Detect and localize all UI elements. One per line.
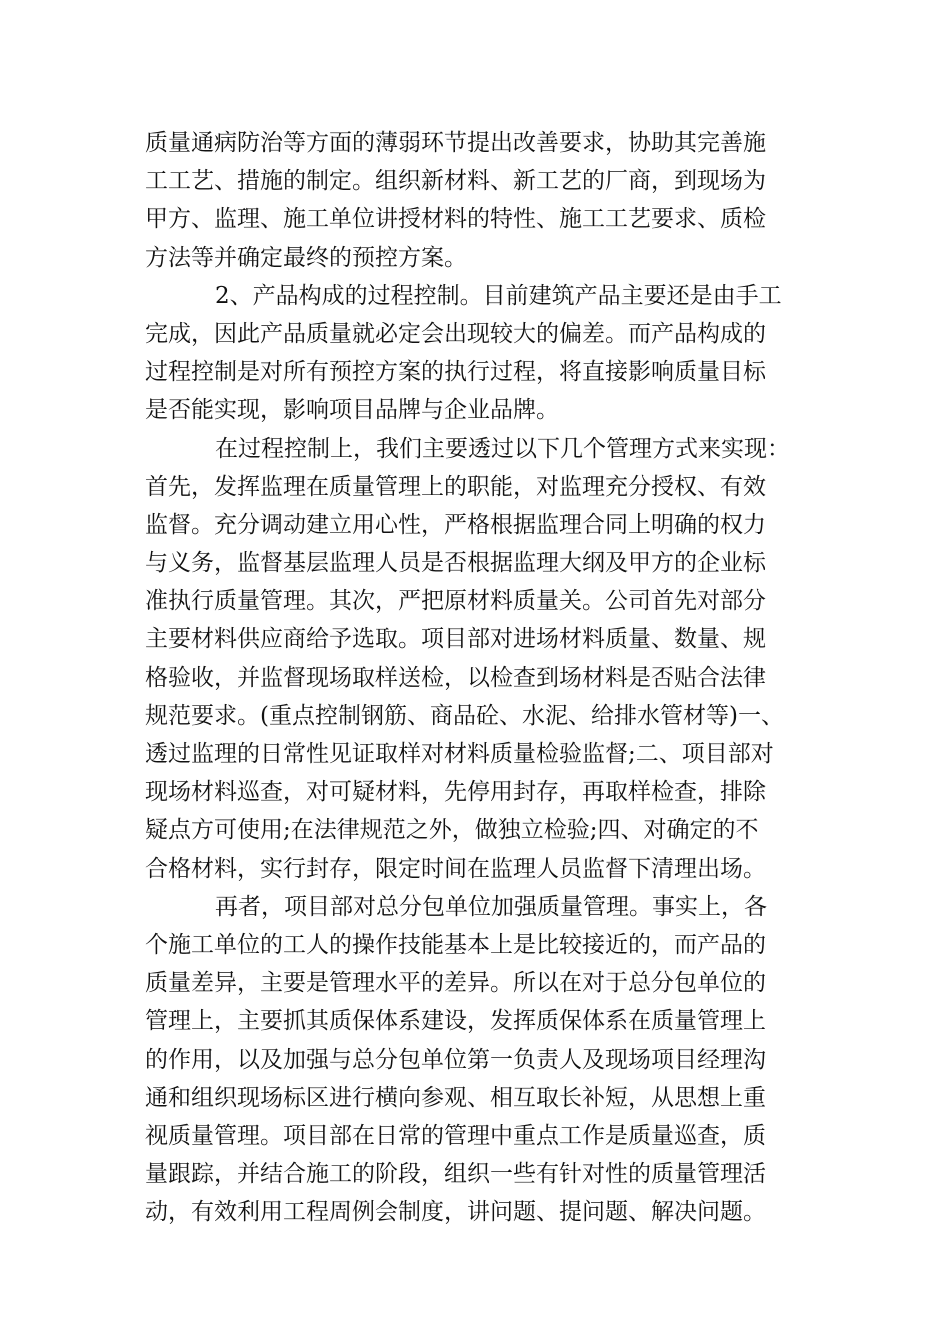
text-line: 完成，因此产品质量就必定会出现较大的偏差。而产品构成的 xyxy=(145,320,766,347)
text-line: 个施工单位的工人的操作技能基本上是比较接近的，而产品的 xyxy=(145,931,766,958)
paragraph-start-line: 在过程控制上，我们主要透过以下几个管理方式来实现： xyxy=(215,435,790,462)
text-line: 管理上，主要抓其质保体系建设，发挥质保体系在质量管理上 xyxy=(145,1008,766,1035)
text-line: 质量差异，主要是管理水平的差异。所以在对于总分包单位的 xyxy=(145,970,766,997)
text-line: 量跟踪，并结合施工的阶段，组织一些有针对性的质量管理活 xyxy=(145,1161,766,1188)
text-line: 动，有效利用工程周例会制度，讲问题、提问题、解决问题。 xyxy=(145,1199,766,1226)
text-line: 准执行质量管理。其次，严把原材料质量关。公司首先对部分 xyxy=(145,588,766,615)
paragraph-start-line: 2、产品构成的过程控制。目前建筑产品主要还是由手工 xyxy=(215,282,782,309)
text-line: 通和组织现场标区进行横向参观、相互取长补短，从思想上重 xyxy=(145,1084,766,1111)
text-line: 首先，发挥监理在质量管理上的职能，对监理充分授权、有效 xyxy=(145,473,766,500)
text-line: 监督。充分调动建立用心性，严格根据监理合同上明确的权力 xyxy=(145,511,766,538)
text-line: 合格材料，实行封存，限定时间在监理人员监督下清理出场。 xyxy=(145,855,766,882)
text-line: 主要材料供应商给予选取。项目部对进场材料质量、数量、规 xyxy=(145,626,766,653)
text-line: 现场材料巡查，对可疑材料，先停用封存，再取样检查，排除 xyxy=(145,779,766,806)
text-line: 视质量管理。项目部在日常的管理中重点工作是质量巡查，质 xyxy=(145,1122,766,1149)
text-line: 甲方、监理、施工单位讲授材料的特性、施工工艺要求、质检 xyxy=(145,206,766,233)
text-line: 方法等并确定最终的预控方案。 xyxy=(145,244,467,271)
text-line: 过程控制是对所有预控方案的执行过程，将直接影响质量目标 xyxy=(145,359,766,386)
body-text xyxy=(145,124,805,1231)
text-line: 是否能实现，影响项目品牌与企业品牌。 xyxy=(145,397,559,424)
paragraph-start-line: 再者，项目部对总分包单位加强质量管理。事实上，各 xyxy=(215,893,767,920)
text-line: 的作用，以及加强与总分包单位第一负责人及现场项目经理沟 xyxy=(145,1046,766,1073)
text-line: 规范要求。(重点控制钢筋、商品砼、水泥、给排水管材等)一、 xyxy=(145,702,784,729)
text-line: 疑点方可使用;在法律规范之外，做独立检验;四、对确定的不 xyxy=(145,817,759,844)
text-line: 工工艺、措施的制定。组织新材料、新工艺的厂商，到现场为 xyxy=(145,168,766,195)
text-line: 质量通病防治等方面的薄弱环节提出改善要求，协助其完善施 xyxy=(145,130,766,156)
text-line: 格验收，并监督现场取样送检，以检查到场材料是否贴合法律 xyxy=(145,664,766,691)
text-line: 透过监理的日常性见证取样对材料质量检验监督;二、项目部对 xyxy=(145,741,774,767)
text-line: 与义务，监督基层监理人员是否根据监理大纲及甲方的企业标 xyxy=(145,550,766,577)
